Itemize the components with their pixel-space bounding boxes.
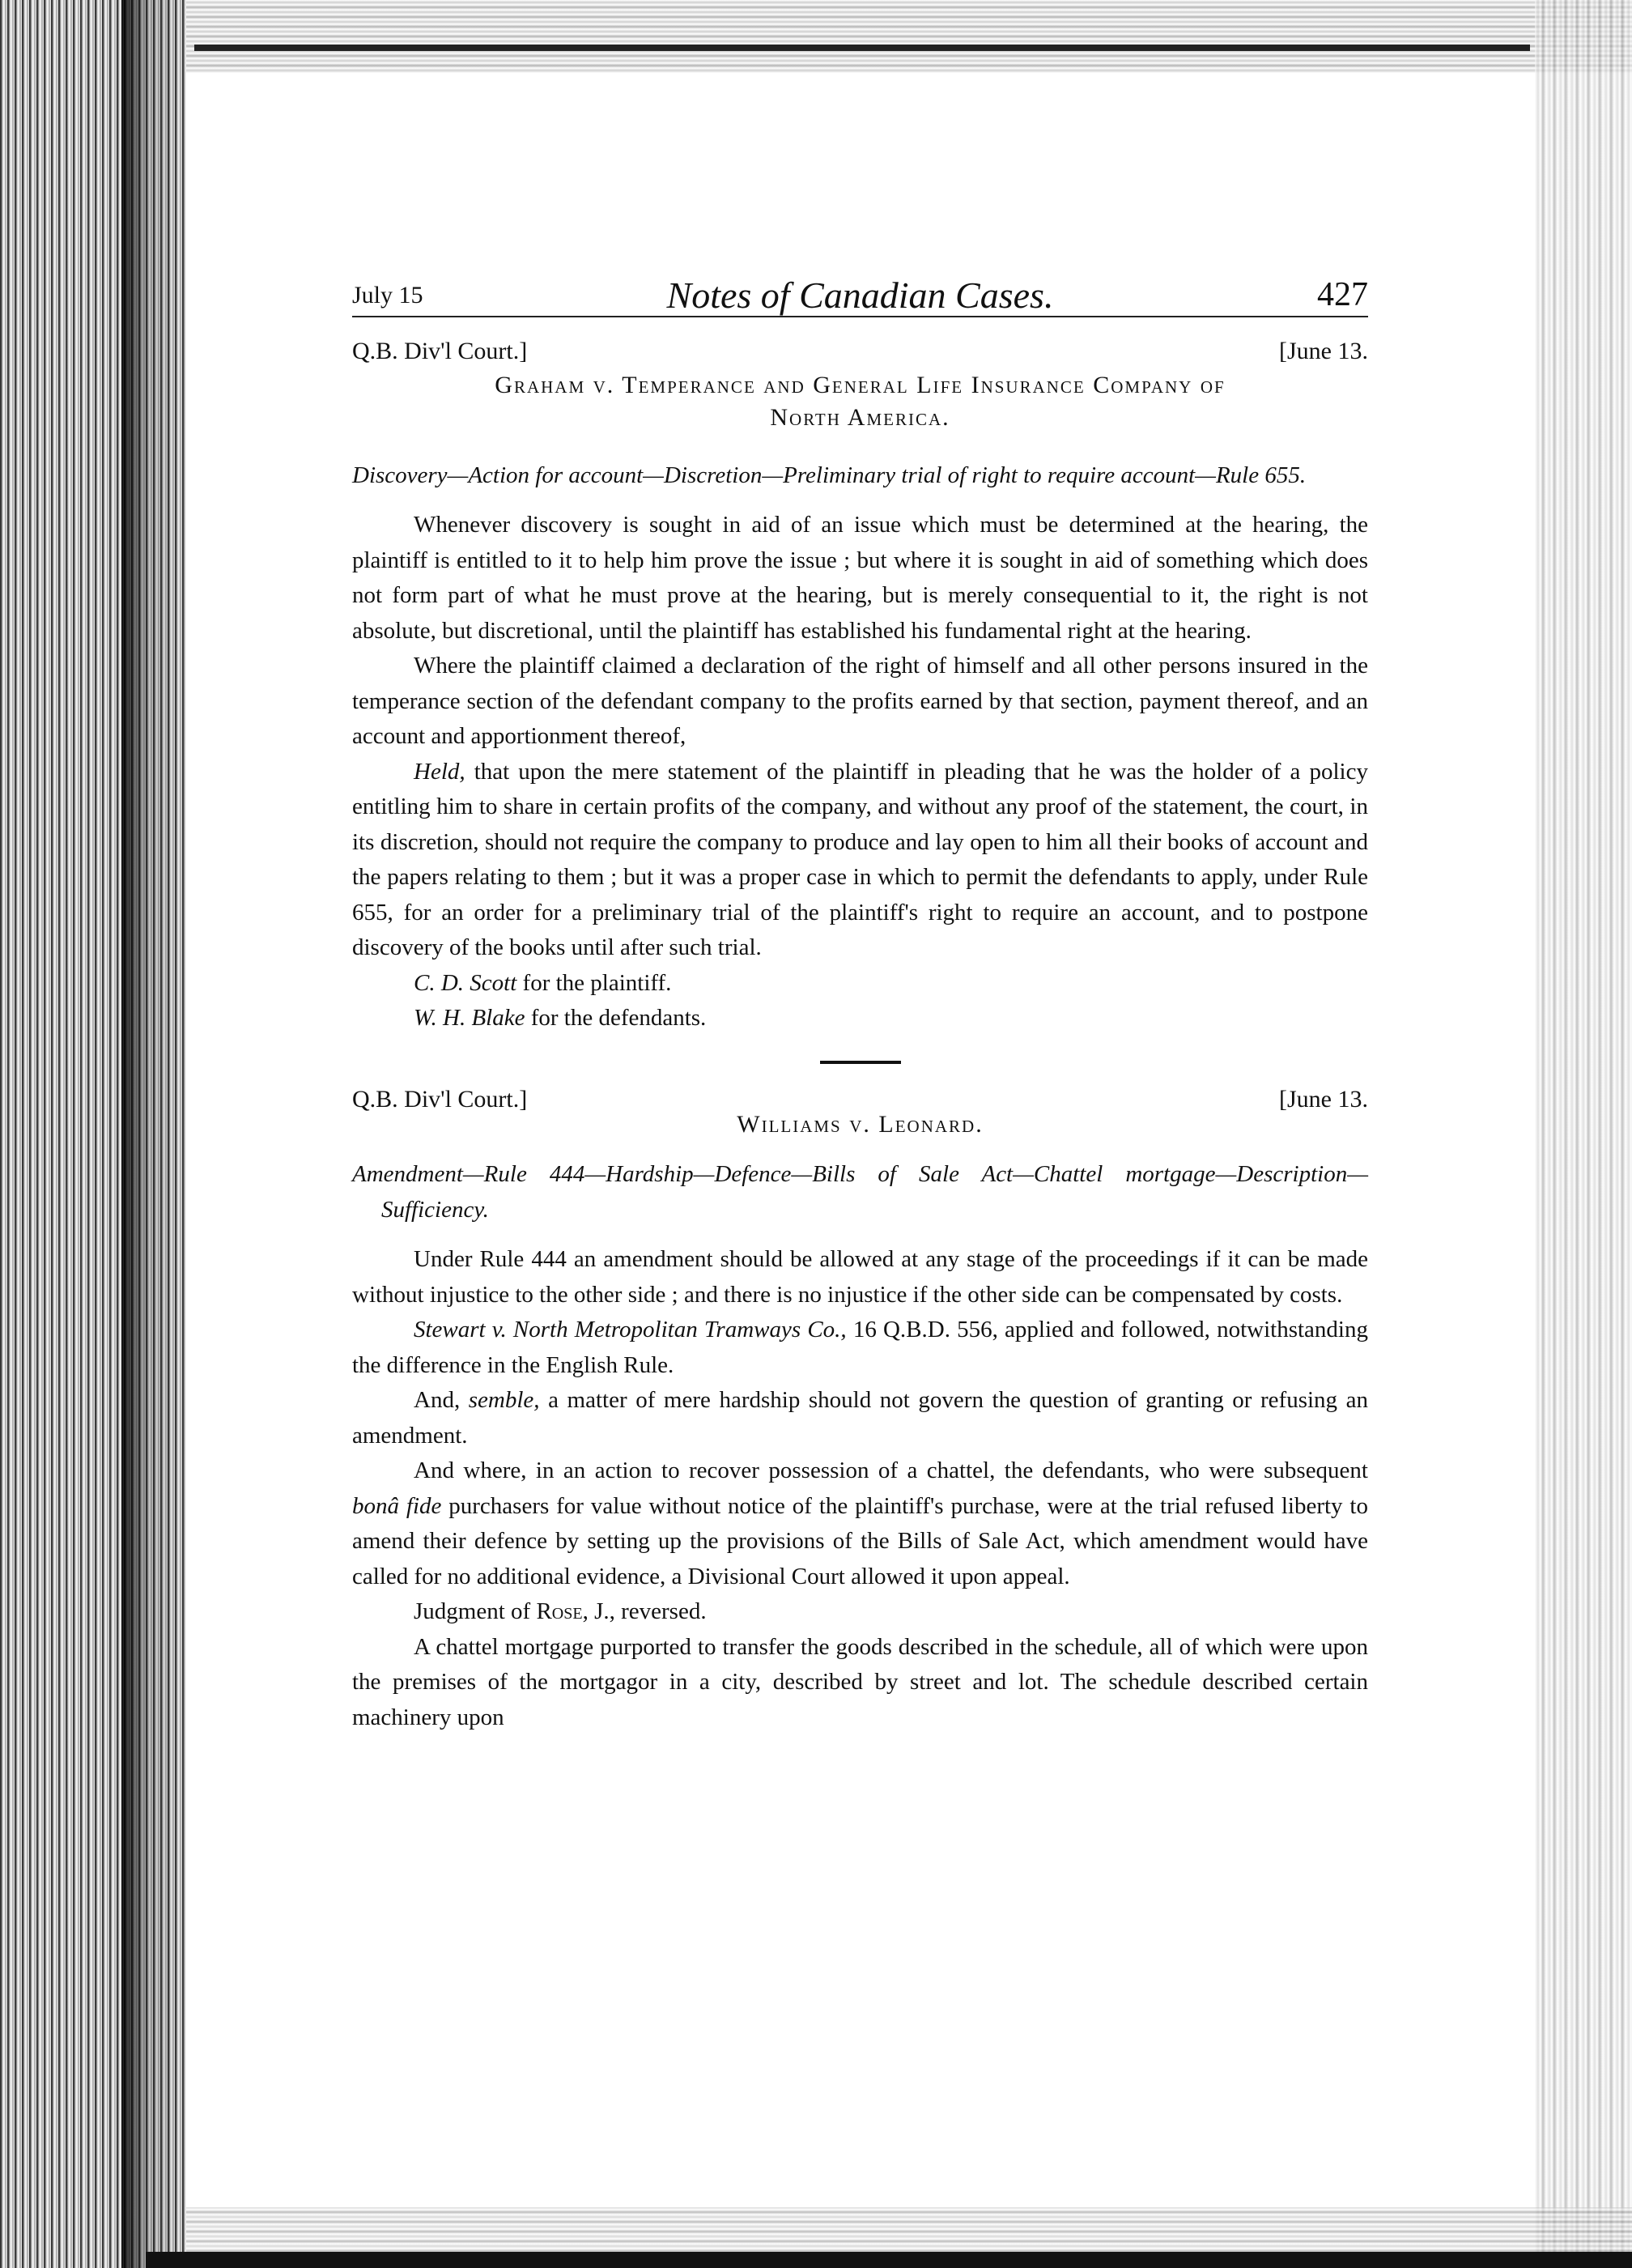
case2-paragraph-2-text: 16 Q.B.D. 556, applied and followed, notwithstanding the difference in the English Rule. <box>352 1317 1368 1378</box>
bona-fide-term: bonâ fide <box>352 1492 442 1519</box>
case2-paragraph-5 <box>352 1594 1368 1630</box>
case2-paragraph-6: A chattel mortgage purported to transfer the goods described in the schedule, all of which were upon the premises of the mortgagor in a city, described by street and lot. The schedule described certain machinery upon <box>352 1633 1368 1730</box>
case1-date: [June 13. <box>1279 338 1368 364</box>
counsel-defendants-name: W. H. Blake <box>414 1005 525 1031</box>
case2-paragraph-4-start: And where, in an action to recover possession of a chattel, the defendants, who were subsequent <box>414 1457 1368 1483</box>
case2-paragraph-2 <box>352 1313 1368 1383</box>
scan-edge-top <box>186 0 1632 73</box>
case2-paragraph-4 <box>352 1453 1368 1594</box>
semble-term: semble, <box>468 1387 540 1413</box>
case1-court: Q.B. Div'l Court.] <box>352 338 528 364</box>
case1-paragraph-3 <box>352 755 1368 966</box>
counsel-plaintiff-role: for the plaintiff. <box>516 969 672 996</box>
scan-border-top <box>194 45 1530 51</box>
case1-paragraph-2: Where the plaintiff claimed a declaration of the right of himself and all other persons insured in the temperance section of the defendant company to the profits earned by that section, payment thereof, and an account and apportionment thereof, <box>352 653 1368 749</box>
running-head-title: Notes of Canadian Cases. <box>666 274 1054 316</box>
counsel-plaintiff-name: C. D. Scott <box>414 969 517 996</box>
case1-counsel-plaintiff <box>352 966 1368 1002</box>
case1-title-line2: North America. <box>770 403 950 431</box>
held-label: Held, <box>414 758 465 785</box>
case1-title <box>352 369 1368 434</box>
case1-court-line <box>352 334 1368 369</box>
case2-paragraph-4-text: purchasers for value without notice of the plaintiff's purchase, were at the trial refused liberty to amend their defence by setting up the provisions of the Bills of Sale Act, which amendment would have called for no additional evidence, a Divisional Court allowed it upon appeal. <box>352 1492 1368 1589</box>
case2-paragraph-3-start: And, <box>414 1387 469 1413</box>
case2-paragraph-5-start: Judgment of <box>414 1598 537 1624</box>
case2-paragraph-5-text: , J., reversed. <box>582 1598 707 1624</box>
section-divider <box>820 1061 901 1064</box>
case1-paragraph-1: Whenever discovery is sought in aid of an issue which must be determined at the hearing, the plaintiff is entitled to it to help him prove the issue ; but where it is sought in aid of something which does not form part of what he must prove at the hearing, but is merely consequential to it, the right is not absolute, but discretional, until the plaintiff has established his fundamental right at the hearing. <box>352 512 1368 644</box>
scan-shadow-left <box>121 0 186 2268</box>
case2-court: Q.B. Div'l Court.] <box>352 1085 528 1113</box>
page-number: 427 <box>1317 275 1368 313</box>
case1-title-line1: Graham v. Temperance and General Life Insurance Company of <box>495 371 1226 398</box>
case2-paragraph-3 <box>352 1383 1368 1453</box>
case2-date: [June 13. <box>1279 1085 1368 1113</box>
case2-title: Williams v. Leonard. <box>737 1111 984 1138</box>
case1-counsel-defendants <box>352 1001 1368 1036</box>
running-head <box>352 267 1368 317</box>
case1-paragraph-3-text: that upon the mere statement of the plaintiff in pleading that he was the holder of a policy entitling him to share in certain profits of the company, and without any proof of the statement, the court, in its discretion, should not require the company to produce and lay open to him all their books of account and the papers relating to them ; but it was a proper case in which to permit the defendants to apply, under Rule 655, for an order for a preliminary trial of the plaintiff's right to require an account, and to postpone discovery of the books until after such trial. <box>352 758 1368 960</box>
case2-paragraph-1: Under Rule 444 an amendment should be allowed at any stage of the proceedings if it can be made without injustice to the other side ; and there is no injustice if the other side can be compensated by costs. <box>352 1246 1368 1308</box>
scan-edge-right <box>1535 0 1632 2268</box>
page-content <box>352 267 1368 1735</box>
running-head-date: July 15 <box>352 281 423 308</box>
counsel-defendants-role: for the defendants. <box>525 1005 707 1031</box>
scan-border-bottom <box>146 2252 1632 2268</box>
case1-headnote: Discovery—Action for account—Discretion—Preliminary trial of right to require account—Rule 655. <box>352 462 1307 488</box>
judge-name: Rose <box>536 1598 583 1624</box>
case2-paragraph-3-text: a matter of mere hardship should not govern the question of granting or refusing an amendment. <box>352 1387 1368 1449</box>
case2-headnote: Amendment—Rule 444—Hardship—Defence—Bills of Sale Act—Chattel mortgage—Description—Sufficiency. <box>352 1161 1368 1223</box>
case-citation: Stewart v. North Metropolitan Tramways Co., <box>414 1317 847 1343</box>
